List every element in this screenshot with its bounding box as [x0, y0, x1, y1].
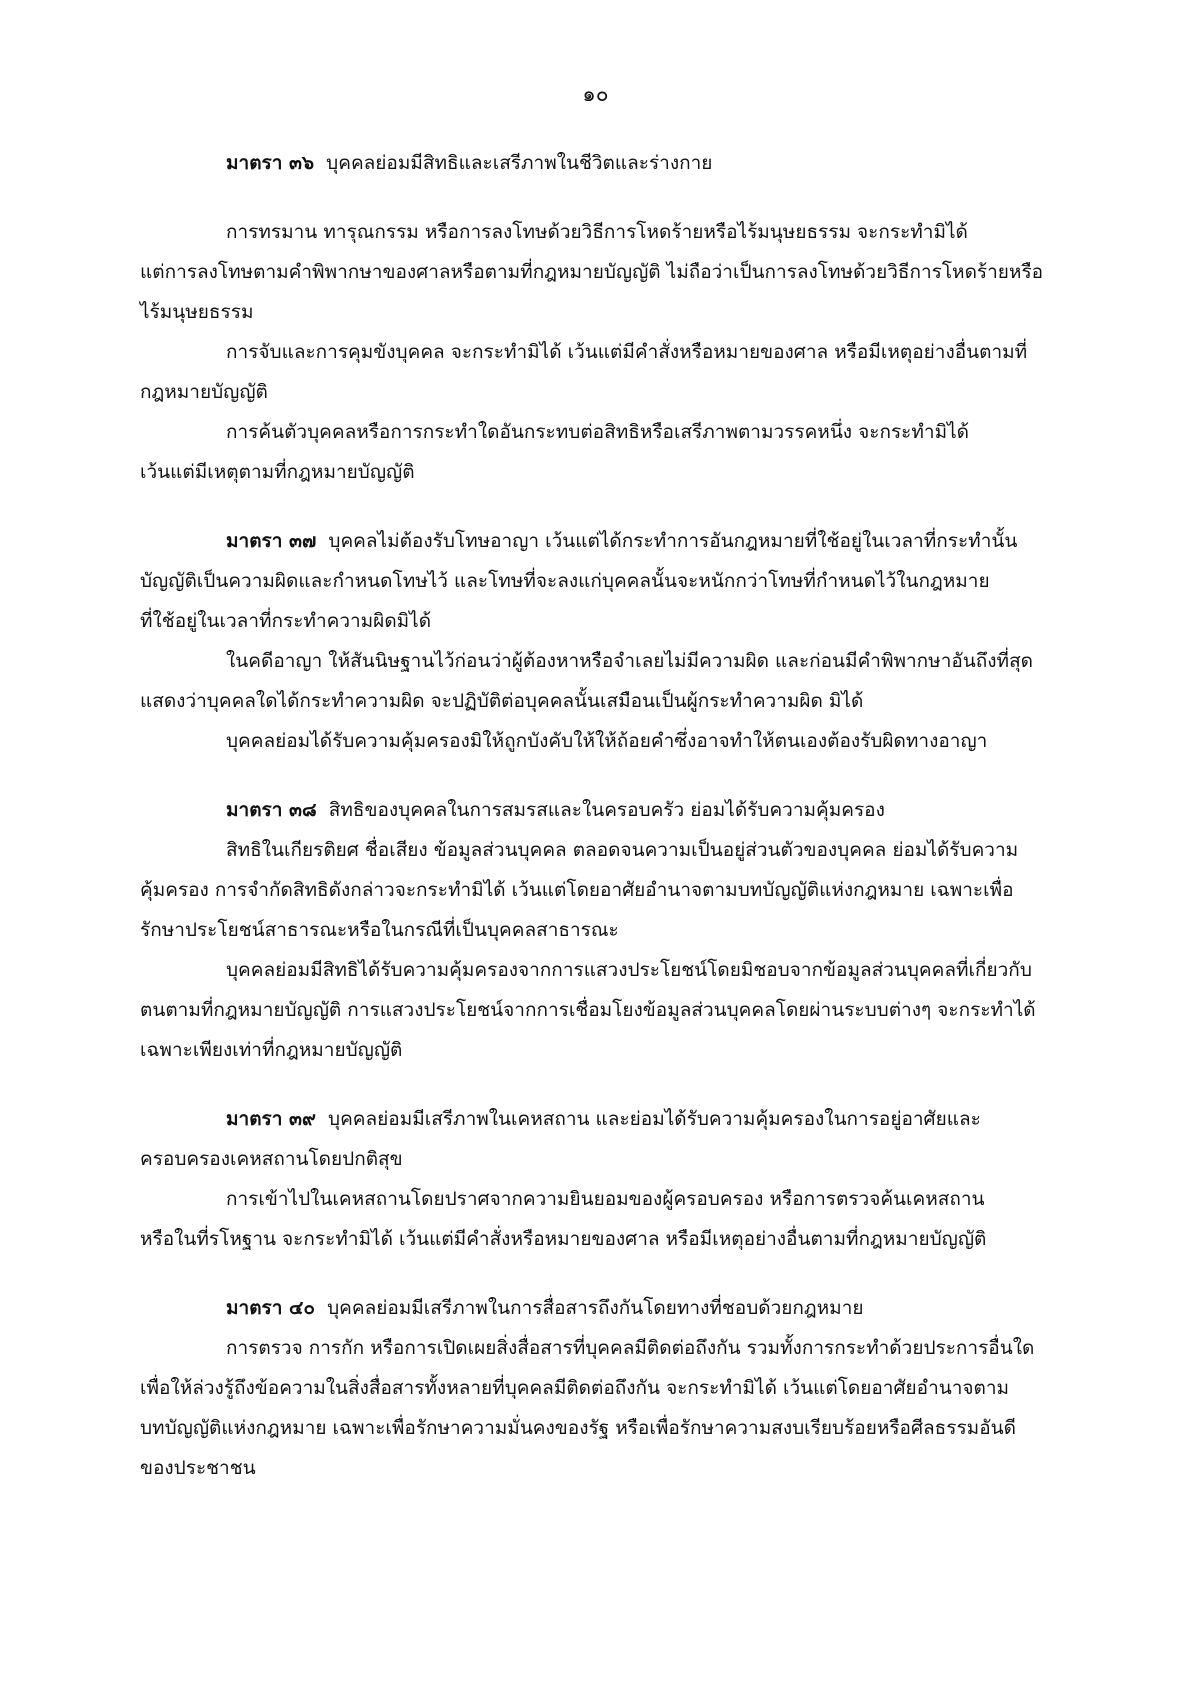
section-first-line: [140, 790, 1070, 830]
section-36: [140, 143, 1070, 183]
section-text: บุคคลย่อมมีสิทธิและเสรีภาพในชีวิตและร่างกาย: [326, 152, 713, 174]
section-title: มาตรา ๓๘: [226, 799, 317, 821]
paragraph-line: บุคคลย่อมมีสิทธิได้รับความคุ้มครองจากการแสวงประโยชน์โดยมิชอบจากข้อมูลส่วนบุคคลที่เกี่ยวกับ: [226, 959, 1032, 981]
section-text: สิทธิของบุคคลในการสมรสและในครอบครัว ย่อมได้รับความคุ้มครอง: [328, 799, 885, 821]
paragraph-line: การจับและการคุมขังบุคคล จะกระทำมิได้ เว้นแต่มีคำสั่งหรือหมายของศาล หรือมีเหตุอย่างอื่นตามที่: [226, 341, 1028, 363]
section-36-body: [140, 212, 1070, 492]
paragraph-line: แสดงว่าบุคคลใดได้กระทำความผิด จะปฏิบัติต่อบุคคลนั้นเสมือนเป็นผู้กระทำความผิด มิได้: [140, 690, 864, 712]
document-body: [140, 143, 1070, 1517]
paragraph-line: ในคดีอาญา ให้สันนิษฐานไว้ก่อนว่าผู้ต้องหาหรือจำเลยไม่มีความผิด และก่อนมีคำพิพากษาอันถึงที่สุด: [226, 650, 1034, 672]
paragraph-line: ครอบครองเคหสถานโดยปกติสุข: [140, 1148, 403, 1170]
paragraph-line: ตนตามที่กฎหมายบัญญัติ การแสวงประโยชน์จากการเชื่อมโยงข้อมูลส่วนบุคคลโดยผ่านระบบต่างๆ จะกระทำได้: [140, 999, 1036, 1021]
section-first-line: [140, 143, 1070, 183]
paragraph-line: การทรมาน ทารุณกรรม หรือการลงโทษด้วยวิธีการโหดร้ายหรือไร้มนุษยธรรม จะกระทำมิได้: [226, 221, 968, 243]
paragraph-line: การเข้าไปในเคหสถานโดยปราศจากความยินยอมของผู้ครอบครอง หรือการตรวจค้นเคหสถาน: [226, 1188, 985, 1210]
section-title: มาตรา ๓๙: [226, 1108, 316, 1130]
paragraph-line: แต่การลงโทษตามคำพิพากษาของศาลหรือตามที่กฎหมายบัญญัติ ไม่ถือว่าเป็นการลงโทษด้วยวิธีการโหดร้ายหรือ: [140, 261, 1044, 283]
section-40: [140, 1288, 1070, 1488]
section-39: [140, 1099, 1070, 1259]
paragraph-line: ของประชาชน: [140, 1457, 256, 1479]
section-first-line: [140, 521, 1070, 561]
paragraph-line: บัญญัติเป็นความผิดและกำหนดโทษไว้ และโทษที่จะลงแก่บุคคลนั้นจะหนักกว่าโทษที่กำหนดไว้ในกฎหมาย: [140, 570, 990, 592]
paragraph-line: การตรวจ การกัก หรือการเปิดเผยสิ่งสื่อสารที่บุคคลมีติดต่อถึงกัน รวมทั้งการกระทำด้วยประการอื่นใด: [226, 1337, 1035, 1359]
paragraph-line: การค้นตัวบุคคลหรือการกระทำใดอันกระทบต่อสิทธิหรือเสรีภาพตามวรรคหนึ่ง จะกระทำมิได้: [226, 421, 969, 443]
section-first-line: [140, 1288, 1070, 1328]
paragraph-line: หรือในที่รโหฐาน จะกระทำมิได้ เว้นแต่มีคำสั่งหรือหมายของศาล หรือมีเหตุอย่างอื่นตามที่กฎหมายบัญญัติ: [140, 1228, 987, 1250]
paragraph-line: ที่ใช้อยู่ในเวลาที่กระทำความผิดมิได้: [140, 610, 432, 632]
page-number: ๑๐: [582, 82, 609, 106]
paragraph-line: บทบัญญัติแห่งกฎหมาย เฉพาะเพื่อรักษาความมั่นคงของรัฐ หรือเพื่อรักษาความสงบเรียบร้อยหรือศีลธรรมอันดี: [140, 1417, 1016, 1439]
paragraph-line: บุคคลย่อมได้รับความคุ้มครองมิให้ถูกบังคับให้ให้ถ้อยคำซึ่งอาจทำให้ตนเองต้องรับผิดทางอาญา: [226, 730, 988, 752]
paragraph-line: เพื่อให้ล่วงรู้ถึงข้อความในสิ่งสื่อสารทั้งหลายที่บุคคลมีติดต่อถึงกัน จะกระทำมิได้ เว้นแต่โดยอาศัยอำนาจตาม: [140, 1377, 1010, 1399]
section-title: มาตรา ๔๐: [226, 1297, 315, 1319]
section-text: บุคคลย่อมมีเสรีภาพในเคหสถาน และย่อมได้รับความคุ้มครองในการอยู่อาศัยและ: [328, 1108, 981, 1130]
paragraph-line: คุ้มครอง การจำกัดสิทธิดังกล่าวจะกระทำมิได้ เว้นแต่โดยอาศัยอำนาจตามบทบัญญัติแห่งกฎหมาย เฉพาะเพื่อ: [140, 879, 1014, 901]
section-text: บุคคลย่อมมีเสรีภาพในการสื่อสารถึงกันโดยทางที่ชอบด้วยกฎหมาย: [327, 1297, 864, 1319]
section-37: [140, 521, 1070, 761]
section-title: มาตรา ๓๗: [226, 530, 317, 552]
paragraph-line: รักษาประโยชน์สาธารณะหรือในกรณีที่เป็นบุคคลสาธารณะ: [140, 919, 619, 941]
paragraph-line: กฎหมายบัญญัติ: [140, 381, 268, 403]
paragraph-line: เฉพาะเพียงเท่าที่กฎหมายบัญญัติ: [140, 1039, 403, 1061]
paragraph-line: ไร้มนุษยธรรม: [140, 301, 254, 323]
paragraph-line: เว้นแต่มีเหตุตามที่กฎหมายบัญญัติ: [140, 461, 415, 483]
section-first-line: [140, 1099, 1070, 1139]
section-38: [140, 790, 1070, 1070]
section-title: มาตรา ๓๖: [226, 152, 315, 174]
paragraph-line: สิทธิในเกียรติยศ ชื่อเสียง ข้อมูลส่วนบุคคล ตลอดจนความเป็นอยู่ส่วนตัวของบุคคล ย่อมได้รับความ: [226, 839, 1019, 861]
section-text: บุคคลไม่ต้องรับโทษอาญา เว้นแต่ได้กระทำการอันกฎหมายที่ใช้อยู่ในเวลาที่กระทำนั้น: [328, 530, 1018, 552]
